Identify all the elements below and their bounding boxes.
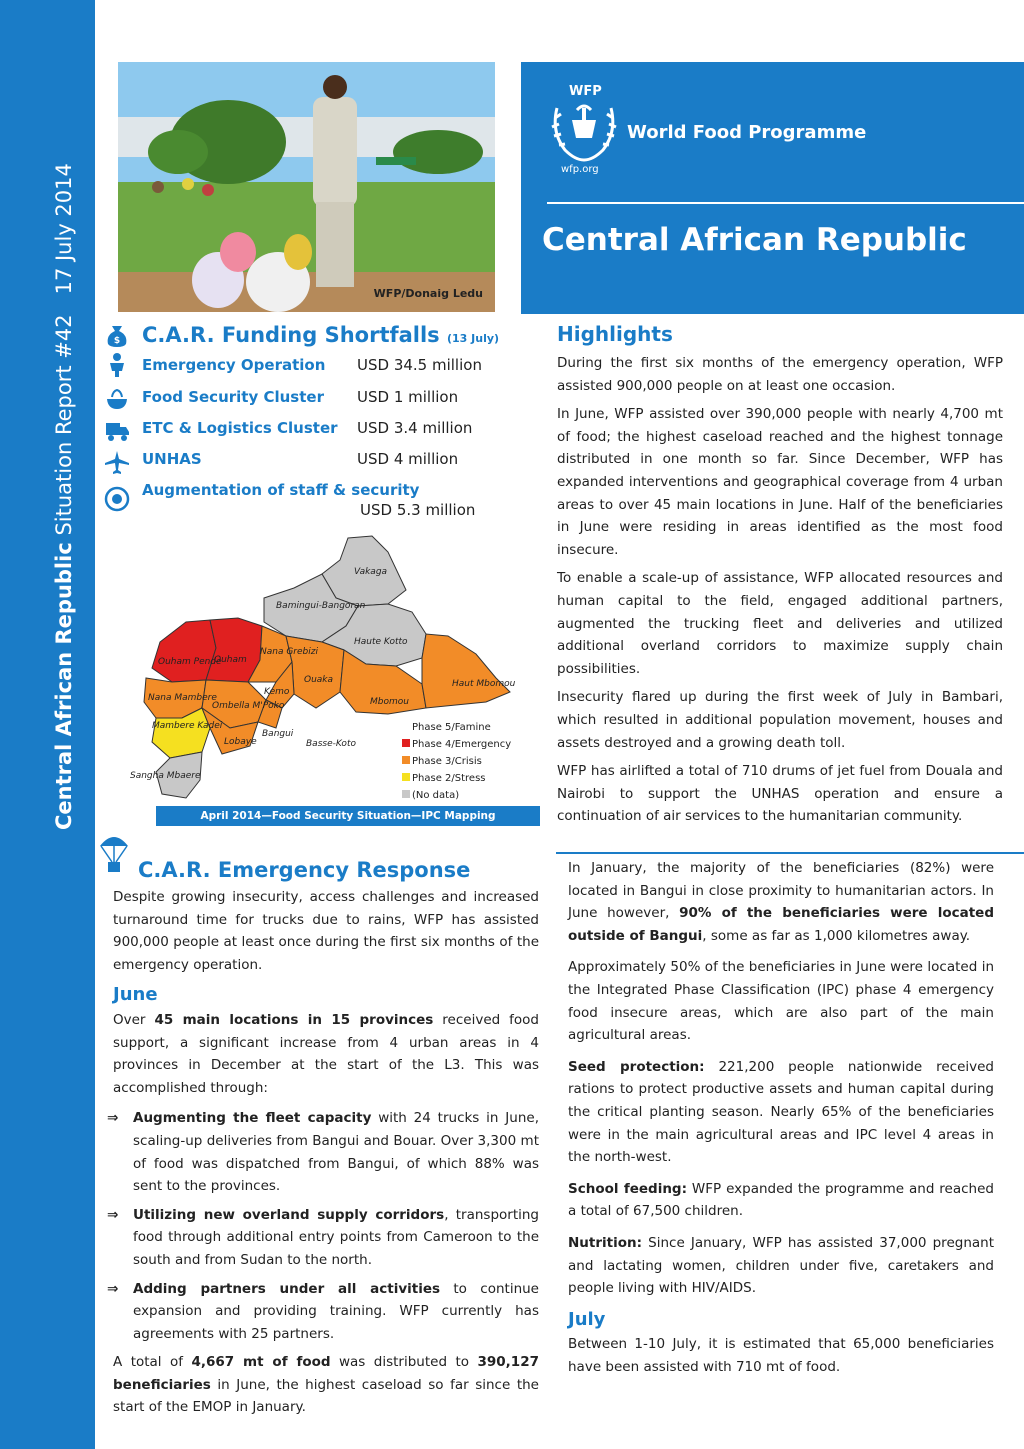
header-divider xyxy=(547,202,1024,204)
legend-label: Phase 4/Emergency xyxy=(412,739,512,750)
response-right-column xyxy=(568,857,994,1387)
highlight-paragraph: To enable a scale-up of assistance, WFP allocated resources and human capital to the field, engaged additional partners, augmented the trucking fleet and deliveries and utilized additional overland corridors to maximize supply chain possibilities. xyxy=(557,570,1003,677)
bullet-item: ⇒ Augmenting the fleet capacity with 24 trucks in June, scaling-up deliveries from Bangui and Bouar. Over 3,300 mt of food was dispatched from Bangui, of which 88% was sent to the provinces. xyxy=(113,1107,539,1197)
region-ouham-pende xyxy=(152,620,216,682)
funding-amount-augmentation: USD 5.3 million xyxy=(360,501,476,519)
seed-paragraph: Seed protection: 221,200 people nationwide received rations to protect productive assets and human capital during the critical planting season. Nearly 65% of the beneficiaries were in the main agricultural areas and IPC level 4 areas in the north-west. xyxy=(568,1058,994,1166)
total-paragraph: A total of 4,667 mt of food was distributed to 390,127 beneficiaries in June, the highest caseload so far since the start of the EMOP in January. xyxy=(113,1354,539,1416)
money-bag-icon xyxy=(104,322,130,348)
funding-title xyxy=(142,323,499,347)
sidebar-date: 17 July 2014 xyxy=(52,163,76,295)
svg-text:$: $ xyxy=(113,336,121,346)
legend-swatch xyxy=(402,722,410,730)
funding-amount-etc-logistics: USD 3.4 million xyxy=(357,419,473,437)
highlights-title: Highlights xyxy=(557,322,673,346)
legend-label: Phase 5/Famine xyxy=(412,722,491,733)
legend-label: (No data) xyxy=(412,790,460,801)
sidebar-title xyxy=(52,163,76,830)
funding-label-emergency: Emergency Operation xyxy=(142,356,326,374)
legend-swatch xyxy=(402,739,410,747)
funding-label-food-security: Food Security Cluster xyxy=(142,388,324,406)
airdrop-icon xyxy=(98,832,130,876)
highlights-body xyxy=(557,352,1003,834)
july-paragraph: Between 1-10 July, it is estimated that 65,000 beneficiaries have been assisted with 710 mt of food. xyxy=(568,1336,994,1375)
label-lobaye: Lobaye xyxy=(224,737,257,747)
car-map-svg xyxy=(126,532,540,828)
region-haut-mbomou xyxy=(422,634,510,708)
person-emergency-icon xyxy=(104,352,130,378)
legend-swatch xyxy=(402,790,410,798)
ipc-map xyxy=(126,532,540,828)
map-caption: April 2014—Food Security Situation—IPC Mapping xyxy=(156,806,540,826)
sidebar xyxy=(0,0,95,1449)
page-title: Central African Republic xyxy=(542,222,967,258)
security-icon xyxy=(104,486,130,512)
location-paragraph: In January, the majority of the beneficiaries (82%) were located in Bangui in close proximity to humanitarian actors. In June however, 90% of the beneficiaries were located outside of Bangui, some as far as 1,000 kilometres away. xyxy=(568,860,995,944)
arrow-icon: ⇒ xyxy=(107,1206,119,1223)
label-nana-mambere: Nana Mambere xyxy=(148,693,217,703)
ipc-paragraph: Approximately 50% of the beneficiaries in June were located in the Integrated Phase Classification (IPC) phase 4 emergency food insecure areas, which are also part of the main agricultural areas. xyxy=(568,959,994,1044)
label-nana-gribizi: Nana Grebizi xyxy=(260,647,318,657)
bullet-item: ⇒ Adding partners under all activities to continue expansion and providing training. WFP currently has agreements with 25 partners. xyxy=(113,1278,539,1346)
label-ouham-pende: Ouham Pende xyxy=(158,657,222,667)
response-intro: Despite growing insecurity, access challenges and increased turnaround time for trucks due to rains, WFP has assisted 900,000 people at least once during the first six months of the emergency operation. xyxy=(113,889,539,973)
wfp-emblem-icon xyxy=(547,98,621,164)
label-haute-kotto: Haute Kotto xyxy=(354,637,408,647)
school-paragraph: School feeding: WFP expanded the programme and reached a total of 67,500 children. xyxy=(568,1180,994,1220)
funding-date-note: (13 July) xyxy=(447,332,500,345)
food-bowl-icon xyxy=(104,386,130,412)
label-haut-mbomou: Haut Mbomou xyxy=(452,679,516,689)
logo-url: wfp.org xyxy=(561,164,599,175)
truck-icon xyxy=(104,417,130,443)
june-paragraph: Over 45 main locations in 15 provinces received food support, a significant increase from 4 urban areas in 4 provinces in December at the start of the L3. This was accomplished through: xyxy=(113,1011,540,1096)
highlight-paragraph: WFP has airlifted a total of 710 drums of jet fuel from Douala and Nairobi to support the UNHAS operation and ensure a continuation of air services to the humanitarian community. xyxy=(557,763,1003,825)
cover-photo xyxy=(118,62,495,312)
funding-title-text: C.A.R. Funding Shortfalls xyxy=(142,323,440,347)
photo-illustration xyxy=(118,62,495,312)
section-divider xyxy=(556,852,1024,854)
highlight-paragraph: During the first six months of the emergency operation, WFP assisted 900,000 people on at least one occasion. xyxy=(557,355,1003,394)
sidebar-report-number: Situation Report #42 xyxy=(52,314,76,536)
funding-amount-unhas: USD 4 million xyxy=(357,450,459,468)
logo-abbreviation: WFP xyxy=(569,84,602,99)
highlight-paragraph: Insecurity flared up during the first week of July in Bambari, which resulted in additional population movement, houses and assets destroyed and a growing death toll. xyxy=(557,689,1003,751)
label-ouham: Ouham xyxy=(214,655,247,665)
arrow-icon: ⇒ xyxy=(107,1280,119,1297)
label-basse-kotto: Basse-Koto xyxy=(306,739,356,749)
label-mambere-kadei: Mambere Kadei xyxy=(152,721,223,731)
legend-label: Phase 2/Stress xyxy=(412,773,486,784)
header-panel xyxy=(521,62,1024,314)
legend-swatch xyxy=(402,773,410,781)
nutrition-paragraph: Nutrition: Since January, WFP has assisted 37,000 pregnant and lactating women, children under five, caretakers and people living with HIV/AIDS. xyxy=(568,1234,994,1297)
response-left-column xyxy=(107,886,540,1427)
label-ombella: Ombella M'Poko xyxy=(212,701,285,711)
logo-name: World Food Programme xyxy=(627,122,867,143)
july-heading: July xyxy=(568,1308,606,1330)
june-heading: June xyxy=(113,984,158,1006)
label-ouaka: Ouaka xyxy=(304,675,334,685)
map-legend xyxy=(402,722,511,801)
legend-swatch xyxy=(402,756,410,764)
arrow-icon: ⇒ xyxy=(107,1110,119,1127)
funding-amount-food-security: USD 1 million xyxy=(357,388,459,406)
label-mbomou: Mbomou xyxy=(370,697,409,707)
legend-label: Phase 3/Crisis xyxy=(412,756,482,767)
response-title: C.A.R. Emergency Response xyxy=(138,858,471,882)
label-bangui: Bangui xyxy=(262,729,294,739)
funding-amount-emergency: USD 34.5 million xyxy=(357,356,482,374)
highlight-paragraph: In June, WFP assisted over 390,000 people with nearly 4,700 mt of food; the highest caseload reached and the highest tonnage distributed in one month so far. Since December, WFP has expanded interventions and geographical coverage from 4 urban areas to over 45 main locations in June. Half of the beneficiaries in June were residing in areas identified as the most food insecure. xyxy=(557,406,1003,558)
plane-icon xyxy=(104,449,130,475)
label-sangha: Sangha Mbaere xyxy=(130,771,201,781)
bullet-item: ⇒ Utilizing new overland supply corridors, transporting food through additional entry points from Cameroon to the south and from Sudan to the north. xyxy=(113,1204,539,1272)
funding-label-unhas: UNHAS xyxy=(142,450,202,468)
label-vakaga: Vakaga xyxy=(354,567,388,577)
photo-credit: WFP/Donaig Ledu xyxy=(373,287,483,300)
label-kemo: Kemo xyxy=(264,687,290,697)
funding-label-augmentation: Augmentation of staff & security xyxy=(142,481,420,499)
label-bamingui: Bamingui-Bangoran xyxy=(276,601,366,611)
sidebar-country: Central African Republic xyxy=(52,542,76,830)
funding-label-etc-logistics: ETC & Logistics Cluster xyxy=(142,419,338,437)
